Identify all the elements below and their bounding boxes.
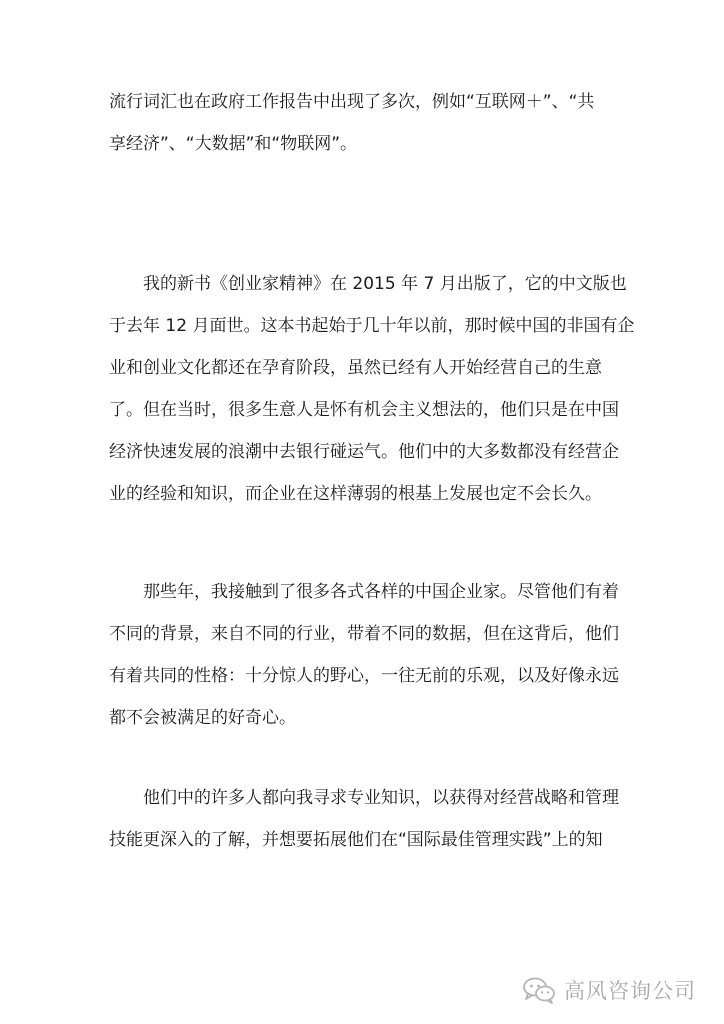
watermark [522,970,696,1010]
text-line: 我的新书《创业家精神》在 2015 年 7 月出版了，它的中文版也 [109,274,627,294]
text-line: 业的经验和知识，而企业在这样薄弱的根基上发展也定不会长久。 [109,484,602,504]
text-line: 有着共同的性格：十分惊人的野心，一往无前的乐观，以及好像永远 [109,666,619,686]
paragraph-expertise [109,777,619,861]
wechat-icon [522,976,556,1004]
text-line: 他们中的许多人都向我寻求专业知识，以获得对经营战略和管理 [109,788,619,808]
paragraph-entrepreneurs [109,571,619,739]
text-line: 于去年 12 月面世。这本书起始于几十年以前，那时候中国的非国有企 [109,316,635,336]
watermark-text: 高风咨询公司 [564,979,696,1003]
text-line: 享经济”、“大数据”和“物联网”。 [109,134,358,154]
text-line: 不同的背景，来自不同的行业，带着不同的数据，但在这背后，他们 [109,624,619,644]
text-line: 流行词汇也在政府工作报告中出现了多次，例如“互联网＋”、“共 [109,92,595,112]
paragraph-new-book [109,263,635,515]
text-line: 技能更深入的了解，并想要拓展他们在“国际最佳管理实践”上的知 [109,830,603,850]
text-line: 都不会被满足的好奇心。 [109,708,296,728]
paragraph-intro-continuation [109,81,609,165]
text-line: 了。但在当时，很多生意人是怀有机会主义想法的，他们只是在中国 [109,400,619,420]
text-line: 业和创业文化都还在孕育阶段，虽然已经有人开始经营自己的生意 [109,358,602,378]
text-line: 那些年，我接触到了很多各式各样的中国企业家。尽管他们有着 [109,582,619,602]
text-line: 经济快速发展的浪潮中去银行碰运气。他们中的大多数都没有经营企 [109,442,619,462]
